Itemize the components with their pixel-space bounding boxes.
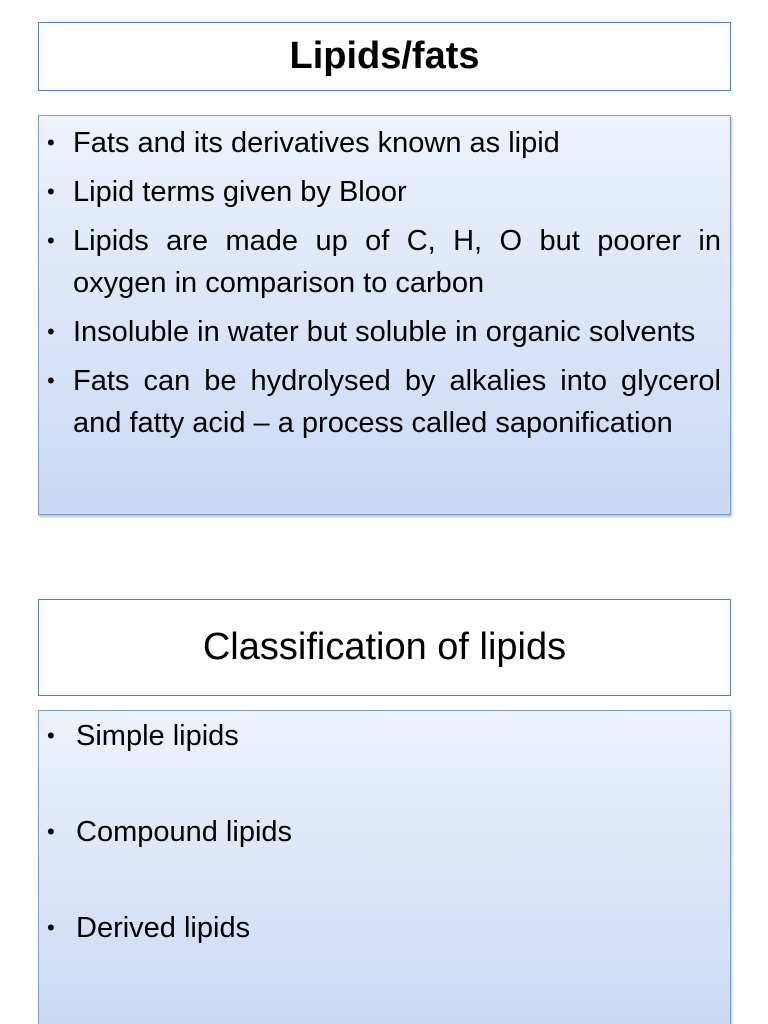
list-item (47, 811, 697, 853)
bullet-dot-icon: • (47, 179, 55, 204)
bullet-text: Fats can be hydrolysed by alkalies into glycerol and fatty acid – a process called saponification (73, 365, 721, 439)
slide2-title: Classification of lipids (202, 626, 567, 668)
bullet-dot-icon: • (47, 319, 55, 344)
slide1-title: Lipids/fats (289, 35, 480, 77)
list-item (47, 171, 721, 213)
bullet-dot-icon: • (47, 130, 55, 155)
list-item (47, 220, 721, 304)
bullet-text: Insoluble in water but soluble in organic solvents (73, 316, 696, 348)
slide1-title-box (38, 22, 731, 91)
bullet-dot-icon: • (47, 819, 55, 844)
bullet-dot-icon: • (47, 228, 55, 253)
bullet-text: Lipid terms given by Bloor (73, 176, 407, 208)
list-item (47, 907, 697, 949)
bullet-dot-icon: • (47, 368, 55, 393)
list-item (47, 122, 721, 164)
bullet-text: Simple lipids (76, 720, 239, 752)
bullet-text: Compound lipids (76, 816, 293, 848)
slide1-bullet-list (47, 122, 721, 451)
bullet-text: Fats and its derivatives known as lipid (73, 127, 560, 159)
bullet-dot-icon: • (47, 915, 55, 940)
bullet-text: Derived lipids (76, 912, 251, 944)
slide2-title-box (38, 599, 731, 696)
list-item (47, 715, 697, 757)
slide2-bullet-list (47, 715, 697, 1003)
slide2-content-box (38, 710, 731, 1024)
bullet-dot-icon: • (47, 723, 55, 748)
bullet-text: Lipids are made up of C, H, O but poorer in oxygen in comparison to carbon (73, 225, 721, 299)
list-item (47, 360, 721, 444)
list-item (47, 311, 721, 353)
slide1-content-box (38, 115, 731, 515)
